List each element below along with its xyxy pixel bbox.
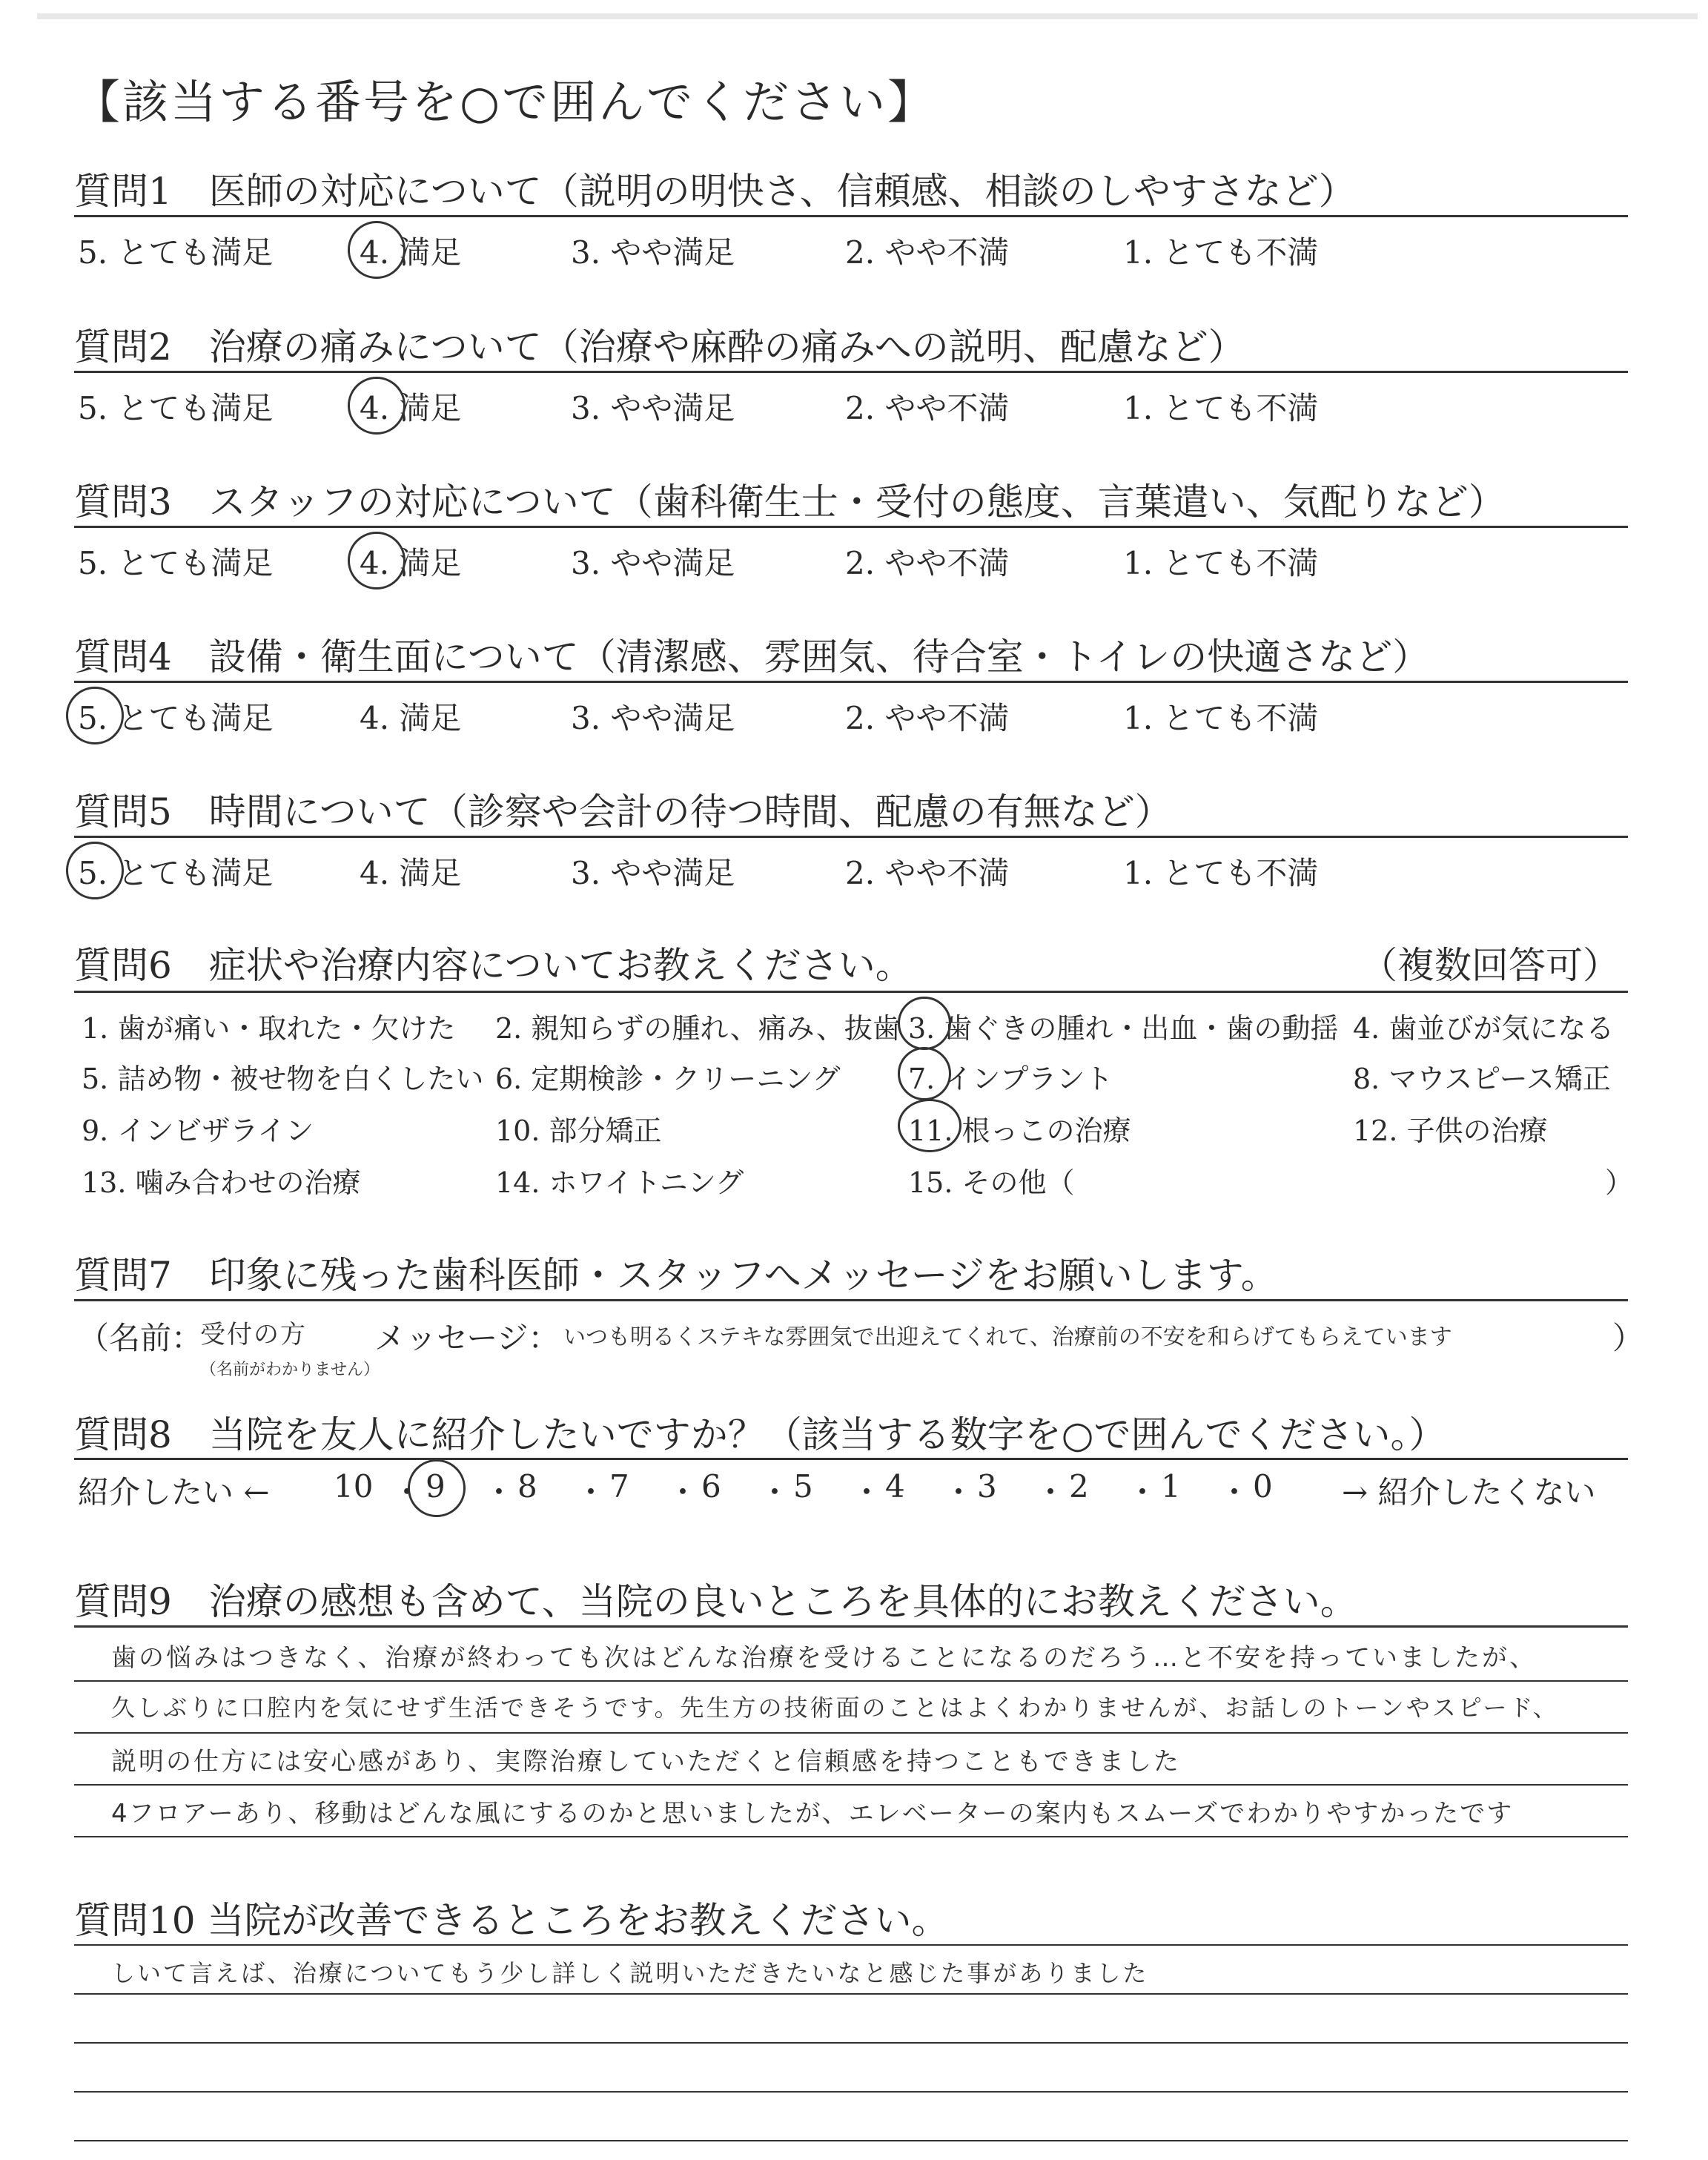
rating-option[interactable]: 3. やや満足 — [571, 390, 735, 426]
q8-scale-dot: ・ — [1035, 1474, 1067, 1510]
selected-circle — [66, 687, 124, 744]
q8-rule — [74, 1458, 1628, 1460]
q6-option[interactable]: 12. 子供の治療 — [1353, 1114, 1548, 1147]
selected-circle — [898, 1047, 951, 1100]
question-rule — [74, 836, 1628, 838]
handwritten-line: 説明の仕方には安心感があり、実際治療していただくと信頼感を持つこともできました — [111, 1747, 1181, 1777]
rating-option[interactable]: 2. やや不満 — [845, 234, 1010, 271]
rating-option[interactable]: 4. 満足 — [360, 700, 462, 736]
q8-right-label: → 紹介したくない — [1342, 1474, 1596, 1510]
q9-rule — [74, 1625, 1628, 1628]
rating-option[interactable]: 5. とても満足 — [78, 390, 274, 426]
rating-option[interactable]: 4. 満足 — [360, 234, 462, 271]
rating-option[interactable]: 1. とても不満 — [1123, 234, 1319, 271]
q8-scale-value[interactable]: 6 — [701, 1468, 721, 1505]
question-rule — [74, 681, 1628, 683]
handwritten-line: しいて言えば、治療についてもう少し詳しく説明いただきたいなと感じた事がありました — [111, 1959, 1149, 1987]
rating-option[interactable]: 3. やや満足 — [571, 545, 735, 581]
q7-title: 質問7 印象に残った歯科医師・スタッフへメッセージをお願いします。 — [74, 1254, 1278, 1297]
q6-option[interactable]: 6. 定期検診・クリーニング — [495, 1063, 841, 1095]
rating-option[interactable]: 1. とても不満 — [1123, 700, 1319, 736]
rating-option[interactable]: 2. やや不満 — [845, 700, 1010, 736]
q8-scale-dot: ・ — [483, 1474, 515, 1510]
writing-line — [74, 2091, 1628, 2093]
rating-option[interactable]: 3. やや満足 — [571, 234, 735, 271]
writing-line — [74, 1784, 1628, 1786]
q9-title: 質問9 治療の感想も含めて、当院の良いところを具体的にお教えください。 — [74, 1580, 1357, 1623]
q8-scale-value[interactable]: 3 — [977, 1468, 997, 1505]
selected-circle — [898, 1099, 961, 1152]
q8-scale-dot: ・ — [1219, 1474, 1251, 1510]
question-rule — [74, 371, 1628, 373]
selected-circle — [348, 221, 406, 279]
q8-title: 質問8 当院を友人に紹介したいですか？（該当する数字を○で囲んでください。） — [74, 1413, 1446, 1456]
rating-option[interactable]: 2. やや不満 — [845, 855, 1010, 891]
rating-option[interactable]: 2. やや不満 — [845, 390, 1010, 426]
selected-circle — [348, 532, 406, 589]
q8-scale-value[interactable]: 2 — [1069, 1468, 1089, 1505]
question-title: 質問1 医師の対応について（説明の明快さ、信頼感、相談のしやすさなど） — [74, 170, 1356, 213]
rating-option[interactable]: 2. やや不満 — [845, 545, 1010, 581]
writing-line — [74, 1836, 1628, 1837]
q6-option[interactable]: 2. 親知らずの腫れ、痛み、抜歯 — [495, 1012, 901, 1045]
q6-option[interactable]: 3. 歯ぐきの腫れ・出血・歯の動揺 — [908, 1012, 1339, 1045]
rating-option[interactable]: 5. とても満足 — [78, 545, 274, 581]
rating-option[interactable]: 3. やや満足 — [571, 700, 735, 736]
q8-scale-value[interactable]: 4 — [885, 1468, 905, 1505]
q6-option[interactable]: 7. インプラント — [908, 1063, 1113, 1095]
rating-option[interactable]: 5. とても満足 — [78, 855, 274, 891]
writing-line — [74, 2140, 1628, 2141]
q8-scale-value[interactable]: 10 — [334, 1468, 374, 1505]
q8-scale-dot: ・ — [575, 1474, 607, 1510]
q6-note: （複数回答可） — [1360, 944, 1620, 987]
question-title: 質問2 治療の痛みについて（治療や麻酔の痛みへの説明、配慮など） — [74, 326, 1245, 369]
handwritten-line: 久しぶりに口腔内を気にせず生活できそうです。先生方の技術面のことはよくわかりませんが、お話しのトーンやスピード、 — [111, 1694, 1559, 1722]
writing-line — [74, 1993, 1628, 1995]
question-rule — [74, 215, 1628, 217]
question-rule — [74, 526, 1628, 528]
rating-option[interactable]: 4. 満足 — [360, 855, 462, 891]
q8-scale-value[interactable]: 8 — [517, 1468, 537, 1505]
q7-message-label: メッセージ： — [374, 1320, 560, 1356]
q6-option[interactable]: 13. 噛み合わせの治療 — [82, 1166, 361, 1199]
q6-option[interactable]: 1. 歯が痛い・取れた・欠けた — [82, 1012, 456, 1045]
q8-scale-dot: ・ — [1127, 1474, 1159, 1510]
q8-left-label: 紹介したい ← — [78, 1474, 270, 1510]
q8-scale-value[interactable]: 5 — [793, 1468, 813, 1505]
q7-name-note: （名前がわかりません） — [200, 1361, 380, 1379]
q6-option[interactable]: 15. その他（ — [908, 1166, 1075, 1199]
selected-circle — [898, 997, 951, 1050]
rating-option[interactable]: 4. 満足 — [360, 390, 462, 426]
q6-option[interactable]: 5. 詰め物・被せ物を白くしたい — [82, 1063, 484, 1095]
q7-close: ） — [1612, 1320, 1644, 1356]
q8-scale-value[interactable]: 0 — [1253, 1468, 1273, 1505]
q8-scale-dot: ・ — [391, 1474, 423, 1510]
q6-option[interactable]: 14. ホワイトニング — [495, 1166, 744, 1199]
q7-rule — [74, 1299, 1628, 1301]
q6-option[interactable]: 8. マウスピース矯正 — [1353, 1063, 1611, 1095]
selected-circle — [408, 1459, 466, 1517]
q6-option[interactable]: 4. 歯並びが気になる — [1353, 1012, 1615, 1045]
page-title: 【該当する番号を○で囲んでください】 — [74, 75, 936, 129]
writing-line — [74, 1680, 1628, 1682]
q8-scale-value[interactable]: 9 — [426, 1468, 446, 1505]
q6-option[interactable]: 9. インビザライン — [82, 1114, 314, 1147]
q8-scale-dot: ・ — [943, 1474, 975, 1510]
selected-circle — [66, 842, 124, 899]
writing-line — [74, 2042, 1628, 2044]
question-title: 質問3 スタッフの対応について（歯科衛生士・受付の態度、言葉遣い、気配りなど） — [74, 480, 1506, 524]
rating-option[interactable]: 5. とても満足 — [78, 234, 274, 271]
q7-name-label: （名前： — [78, 1320, 203, 1356]
q7-name-value: 受付の方 — [200, 1320, 307, 1350]
rating-option[interactable]: 1. とても不満 — [1123, 855, 1319, 891]
selected-circle — [348, 377, 406, 435]
q8-scale-dot: ・ — [759, 1474, 791, 1510]
scan-edge — [37, 13, 1698, 19]
q8-scale-dot: ・ — [667, 1474, 699, 1510]
writing-line — [74, 1732, 1628, 1734]
handwritten-line: 4フロアーあり、移動はどんな風にするのかと思いましたが、エレベーターの案内もスムーズでわかりやすかったです — [111, 1799, 1514, 1829]
writing-line — [74, 1944, 1628, 1946]
rating-option[interactable]: 1. とても不満 — [1123, 545, 1319, 581]
q7-message-value: いつも明るくステキな雰囲気で出迎えてくれて、治療前の不安を和らげてもらえています — [563, 1324, 1452, 1350]
handwritten-line: 歯の悩みはつきなく、治療が終わっても次はどんな治療を受けることになるのだろう…と不安を持っていましたが、 — [111, 1643, 1537, 1673]
q10-title: 質問10 当院が改善できるところをお教えください。 — [74, 1899, 949, 1942]
rating-option[interactable]: 3. やや満足 — [571, 855, 735, 891]
q8-scale-value[interactable]: 7 — [609, 1468, 629, 1505]
q8-scale-dot: ・ — [851, 1474, 883, 1510]
rating-option[interactable]: 4. 満足 — [360, 545, 462, 581]
q8-scale-value[interactable]: 1 — [1161, 1468, 1181, 1505]
q6-title: 質問6 症状や治療内容についてお教えください。 — [74, 944, 913, 987]
q6-option[interactable]: 11. 根っこの治療 — [908, 1114, 1131, 1147]
rating-option[interactable]: 1. とても不満 — [1123, 390, 1319, 426]
question-title: 質問4 設備・衛生面について（清潔感、雰囲気、待合室・トイレの快適さなど） — [74, 635, 1430, 678]
rating-option[interactable]: 5. とても満足 — [78, 700, 274, 736]
q6-option[interactable]: 10. 部分矯正 — [495, 1114, 662, 1147]
q6-rule — [74, 991, 1628, 993]
q6-option[interactable]: ） — [1605, 1166, 1634, 1199]
question-title: 質問5 時間について（診察や会計の待つ時間、配慮の有無など） — [74, 790, 1172, 833]
